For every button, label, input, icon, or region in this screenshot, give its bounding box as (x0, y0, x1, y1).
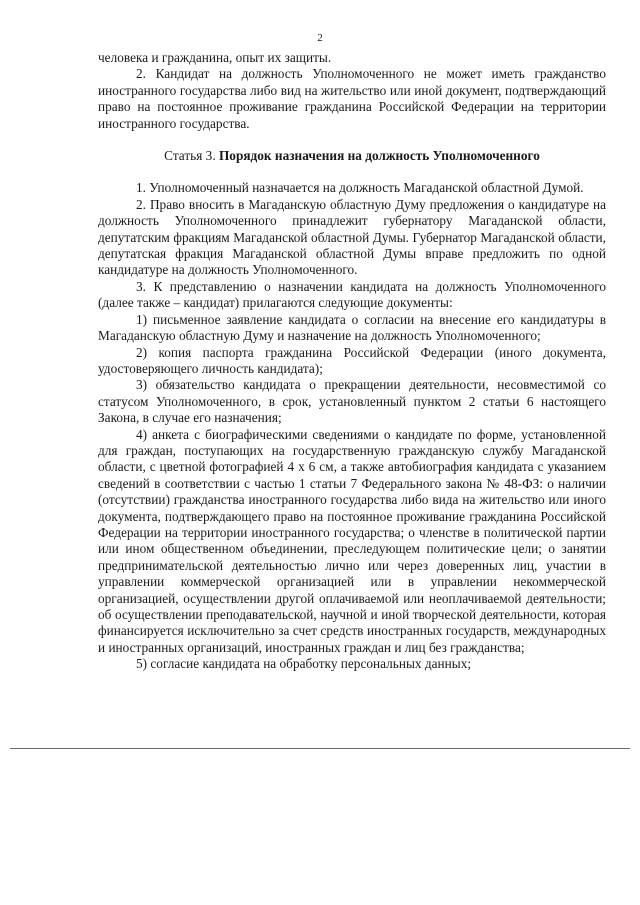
list-item-1: 1) письменное заявление кандидата о согласии на внесение его кандидатуры в Магаданскую областную Думу и назначение на должность Уполномоченного; (98, 311, 606, 344)
article-title: Порядок назначения на должность Уполномоченного (218, 148, 540, 164)
bottom-divider (10, 748, 630, 749)
list-item-5: 5) согласие кандидата на обработку персональных данных; (136, 656, 472, 672)
list-item-2: 2) копия паспорта гражданина Российской Федерации (иного документа, удостоверяющего личность кандидата); (98, 344, 606, 376)
page-number: 2 (317, 32, 323, 44)
list-item-4: 4) анкета с биографическими сведениями о кандидате по форме, установленной для граждан, поступающих на государственную гражданскую службу Магаданской области, с цветной фотографией 4 х 6 см, а также автобиография кандидата с указанием сведений в соответствии с частью 1 статьи 7 Федерального закона № 48-ФЗ: о наличии (отсутствии) гражданства иностранного государства либо вида на жительство или иного документа, подтверждающего право на постоянное проживание гражданина Российской Федерации на территории иностранного государства; о членстве в политической партии или ином общественном объединении, преследующем политические цели; о занятии предпринимательской деятельностью лично или через доверенных лиц, участии в управлении коммерческой организацией или в управлении некоммерческой организацией, осуществлении другой оплачиваемой или неоплачиваемой деятельности; об осуществлении преподавательской, научной и иной творческой деятельности, которая финансируется исключительно за счет средств иностранных государств, международных и иностранных организаций, иностранных граждан и лиц без гражданства; (98, 426, 606, 655)
article-paragraph-2: 2. Право вносить в Магаданскую областную Думу предложения о кандидатуре на должность Уполномоченного принадлежит губернатору Магаданской области, депутатским фракциям Магаданской областной Думы. Губернатор Магаданской области, депутатская фракция Магаданской областной Думы вправе предложить по одной кандидатуре на должность Уполномоченного. (98, 196, 606, 278)
article-prefix: Статья 3. (164, 148, 219, 164)
list-item-3: 3) обязательство кандидата о прекращении деятельности, несовместимой со статусом Уполномоченного, в срок, установленный пунктом 2 статьи 6 настоящего Закона, в случае его назначения; (98, 377, 606, 426)
paragraph-continuation: человека и гражданина, опыт их защиты. (98, 50, 332, 65)
paragraph-2: 2. Кандидат на должность Уполномоченного не может иметь гражданство иностранного государства либо вид на жительство или иной документ, подтверждающий право на постоянное проживание гражданина Российской Федерации на территории иностранного государства. (98, 66, 606, 131)
article-paragraph-1: 1. Уполномоченный назначается на должность Магаданской областной Думой. (136, 180, 584, 196)
document-body (98, 50, 606, 673)
article-paragraph-3: 3. К представлению о назначении кандидата на должность Уполномоченного (далее также – кандидат) прилагаются следующие документы: (98, 278, 606, 311)
article-heading (98, 148, 606, 164)
